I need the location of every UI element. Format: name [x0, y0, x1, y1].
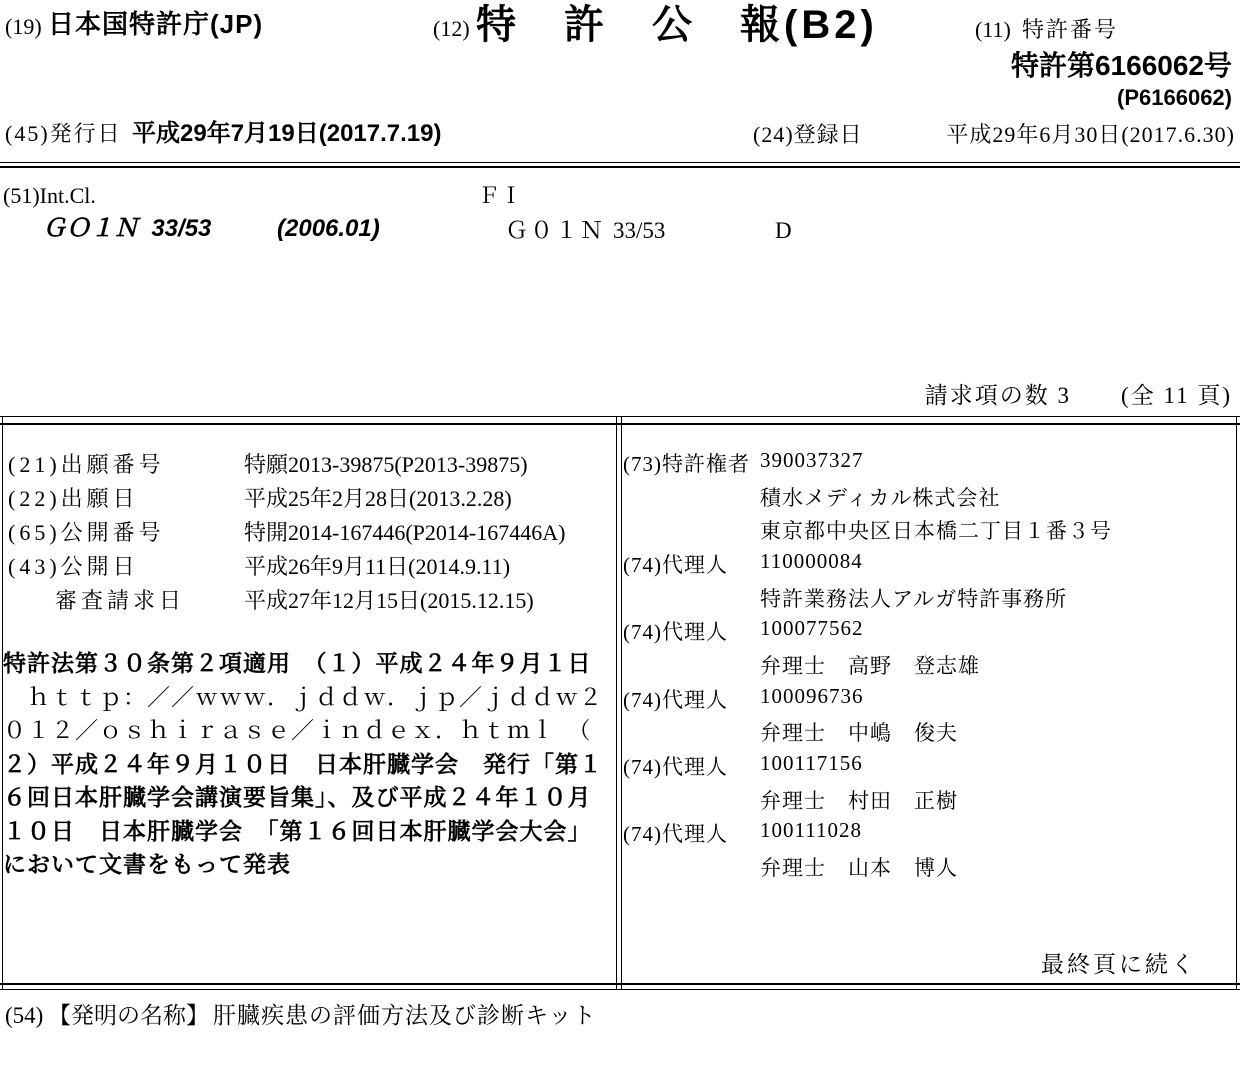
- patentee-row: [0, 448, 1240, 478]
- law-notice-line: ６回日本肝臓学会講演要旨集」、及び平成２４年１０月: [3, 784, 592, 810]
- patent-number: 特許第6166062号: [1010, 50, 1232, 81]
- agent-name-row: [0, 717, 1240, 747]
- invention-title: 肝臓疾患の評価方法及び診断キット: [213, 1003, 597, 1028]
- agent-name-row: [0, 852, 1240, 882]
- fi-subclass: 33/53: [613, 218, 666, 243]
- registration-date-label: (24)登録日: [753, 122, 863, 147]
- law-notice-line: １０日 日本肝臓学会 「第１６回日本肝臓学会大会」: [3, 818, 592, 844]
- agent-id: 100117156: [760, 751, 863, 775]
- issue-date-label: (45)発行日: [5, 121, 122, 146]
- int-cl-version: (2006.01): [277, 215, 380, 242]
- patent-number-label: 特許番号: [1022, 17, 1119, 42]
- patentee-address: 東京都中央区日本橋二丁目１番３号: [760, 519, 1112, 543]
- agent-id: 100077562: [760, 616, 864, 640]
- fi-class: Ｇ０１Ｎ: [505, 218, 605, 243]
- field-value: 390037327: [760, 448, 864, 472]
- law-notice-line: ２）平成２４年９月１０日 日本肝臓学会 発行「第１: [3, 751, 603, 777]
- agent-row: [0, 684, 1240, 714]
- table-bottom-rule-thin: [0, 989, 1240, 990]
- inid-code-54: (54): [5, 1003, 44, 1028]
- field-label: (74)代理人: [623, 755, 728, 779]
- field-label: (74)代理人: [623, 553, 728, 577]
- agent-id: 100111028: [760, 818, 862, 842]
- agent-name: 弁理士 村田 正樹: [760, 789, 958, 813]
- field-label: (21)出願番号: [8, 452, 165, 477]
- field-label: 審査請求日: [55, 588, 186, 613]
- table-bottom-rule-thick: [0, 983, 1240, 985]
- patentee-name: 積水メディカル株式会社: [760, 486, 1001, 510]
- agent-row: [0, 616, 1240, 646]
- int-cl-class: ＧＯ１Ｎ 33/53: [42, 215, 212, 242]
- field-label: (22)出願日: [8, 486, 139, 511]
- registration-date: 平成29年6月30日(2017.6.30): [946, 122, 1235, 147]
- agent-name-row: [0, 650, 1240, 680]
- patent-number-paren: (P6166062): [1117, 85, 1232, 110]
- agent-id: 110000084: [760, 549, 863, 573]
- patentee-address-row: [0, 515, 1240, 545]
- field-label: (74)代理人: [623, 822, 728, 846]
- int-cl-label: (51)Int.Cl.: [3, 183, 96, 208]
- field-label: (65)公開番号: [8, 520, 165, 545]
- fi-division: D: [775, 218, 792, 243]
- law-notice-line: において文書をもって発表: [3, 851, 291, 877]
- header-rule-thick: [0, 166, 1240, 168]
- field-value: 平成27年12月15日(2015.12.15): [244, 588, 534, 613]
- field-label: (74)代理人: [623, 620, 728, 644]
- table-top-rule-thick: [0, 423, 1240, 425]
- field-value: 特願2013-39875(P2013-39875): [244, 452, 528, 477]
- agent-name-row: [0, 785, 1240, 815]
- header-rule-thin: [0, 162, 1240, 163]
- field-label: (73)特許権者: [623, 452, 750, 476]
- agent-name: 弁理士 中嶋 俊夫: [760, 721, 958, 745]
- patent-office-name: 日本国特許庁(JP): [48, 9, 264, 39]
- law-notice-line: 特許法第３０条第２項適用 （１）平成２４年９月１日: [3, 650, 592, 676]
- inid-code-12: (12): [433, 16, 470, 41]
- field-label: (43)公開日: [8, 554, 139, 579]
- issue-date: 平成29年7月19日(2017.7.19): [132, 120, 442, 147]
- field-label: (74)代理人: [623, 688, 728, 712]
- agent-name-row: [0, 583, 1240, 613]
- field-value: 平成26年9月11日(2014.9.11): [244, 554, 511, 579]
- field-value: 平成25年2月28日(2013.2.28): [244, 486, 512, 511]
- agent-name: 弁理士 山本 博人: [760, 856, 958, 880]
- patentee-name-row: [0, 482, 1240, 512]
- table-top-rule-thin: [0, 416, 1240, 417]
- field-value: 特開2014-167446(P2014-167446A): [244, 520, 566, 545]
- publication-title: 特 許 公 報(B2): [476, 3, 878, 47]
- agent-row: [0, 549, 1240, 579]
- agent-row: [0, 751, 1240, 781]
- invention-title-bracket-label: 【発明の名称】: [48, 1003, 209, 1028]
- inid-code-19: (19): [5, 14, 42, 39]
- agent-name: 特許業務法人アルガ特許事務所: [760, 587, 1068, 611]
- law-notice-url-line: ｈｔｔｐ：／／ｗｗｗ．ｊｄｄｗ．ｊｐ／ｊｄｄｗ２: [3, 685, 603, 710]
- fi-label: ＦＩ: [478, 183, 523, 208]
- agent-id: 100096736: [760, 684, 864, 708]
- inid-code-11: (11): [975, 17, 1011, 42]
- agent-row: [0, 818, 1240, 848]
- claims-count-line: 請求項の数 3 (全 11 頁): [924, 383, 1232, 408]
- continued-on-last-page-note: 最終頁に続く: [1041, 952, 1197, 977]
- agent-name: 弁理士 高野 登志雄: [760, 654, 980, 678]
- law-notice-url-line: ０１２／ｏｓｈｉｒａｓｅ／ｉｎｄｅｘ．ｈｔｍｌ （: [3, 718, 592, 743]
